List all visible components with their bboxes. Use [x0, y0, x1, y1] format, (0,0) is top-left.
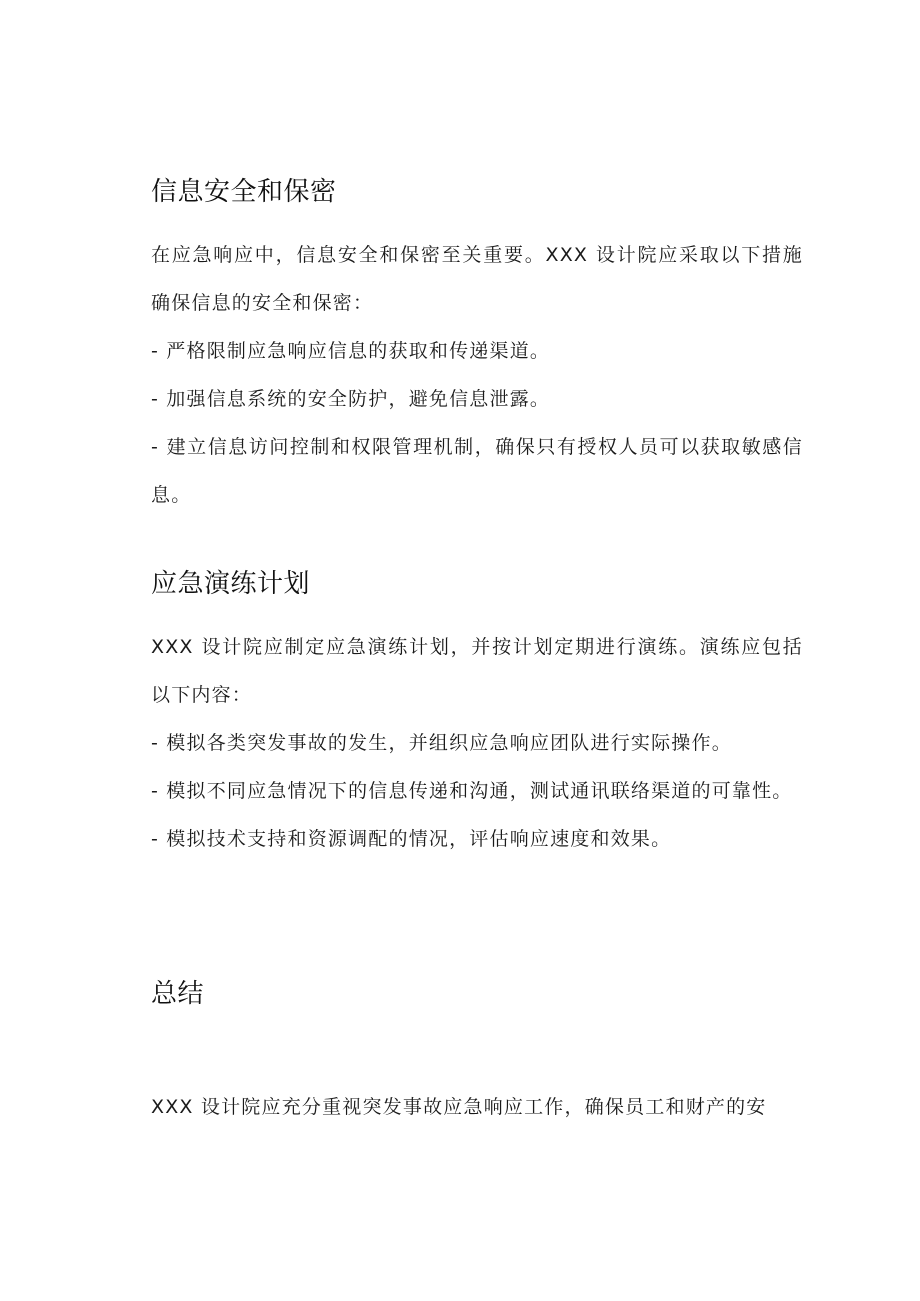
bullet-item: - 加强信息系统的安全防护，避免信息泄露。 [151, 388, 551, 410]
section-heading: 信息安全和保密 [151, 177, 337, 207]
bullet-item: - 模拟技术支持和资源调配的情况，评估响应速度和效果。 [151, 828, 672, 850]
section-info-security [151, 176, 803, 519]
paragraph: 在应急响应中，信息安全和保密至关重要。XXX 设计院应采取以下措施确保信息的安全和保密： [151, 244, 803, 314]
section-drill-plan [151, 568, 803, 863]
section-heading: 应急演练计划 [151, 569, 311, 599]
paragraph: XXX 设计院应充分重视突发事故应急响应工作，确保员工和财产的安 [151, 1096, 767, 1118]
bullet-item: - 模拟各类突发事故的发生，并组织应急响应团队进行实际操作。 [151, 732, 732, 754]
bullet-item: - 建立信息访问控制和权限管理机制，确保只有授权人员可以获取敏感信息。 [151, 436, 803, 506]
bullet-item: - 模拟不同应急情况下的信息传递和沟通，测试通讯联络渠道的可靠性。 [151, 780, 793, 802]
section-heading: 总结 [151, 979, 205, 1009]
section-summary [151, 978, 803, 1131]
bullet-item: - 严格限制应急响应信息的获取和传递渠道。 [151, 340, 551, 362]
paragraph: XXX 设计院应制定应急演练计划，并按计划定期进行演练。演练应包括以下内容： [151, 636, 803, 706]
